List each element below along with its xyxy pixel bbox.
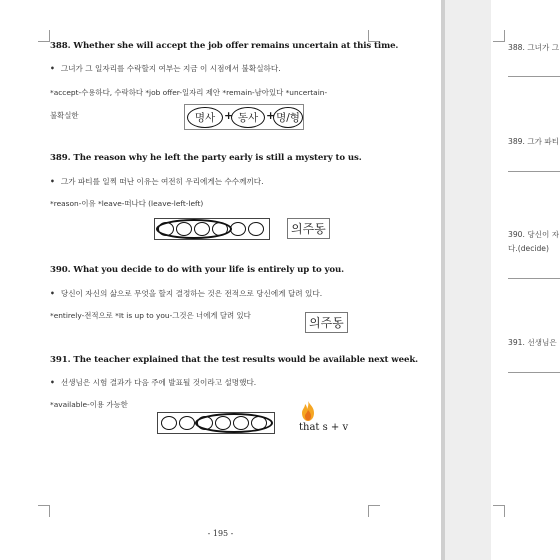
parts-of-speech-box <box>184 104 304 130</box>
right-item-389: 389. 그가 파티 <box>508 137 560 146</box>
question-389-vocab: *reason-이유 *leave-떠나다 (leave-left-left) <box>50 199 204 208</box>
answer-line <box>508 171 560 172</box>
right-item-391: 391. 선생님은 <box>508 338 557 347</box>
plus-icon: + <box>224 109 234 122</box>
question-388-vocab-cont: 불확실한 <box>50 111 79 120</box>
pos-verb: 동사 <box>231 107 265 128</box>
oval-icon <box>179 416 195 430</box>
crop-mark <box>38 505 50 517</box>
right-page <box>491 0 560 560</box>
pos-noun: 명사 <box>187 107 223 128</box>
crop-mark <box>38 30 50 42</box>
structure-note: that s + v <box>299 422 349 433</box>
oval-icon <box>248 222 264 236</box>
bullet-icon: • <box>50 177 55 186</box>
translation-text: 그녀가 그 일자리를 수락할지 여부는 지금 이 시점에서 불확실하다. <box>60 64 281 73</box>
answer-line <box>508 278 560 279</box>
answer-line <box>508 76 560 77</box>
pos-noun-adj: 명/형 <box>273 107 303 128</box>
bullet-icon: • <box>50 64 55 73</box>
question-390-title: 390. What you decide to do with your life is entirely up to you. <box>50 265 345 275</box>
plus-icon: + <box>266 109 276 122</box>
object-clause-oval <box>195 413 273 433</box>
oval-icon <box>161 416 177 430</box>
page-number: - 195 - <box>207 529 234 538</box>
question-388-title: 388. Whether she will accept the job offer remains uncertain at this time. <box>50 41 399 51</box>
page-gutter <box>441 0 491 560</box>
translation-text: 그가 파티를 일찍 떠난 이유는 여전히 우리에게는 수수께끼다. <box>60 177 264 186</box>
question-391-translation <box>50 377 256 388</box>
right-item-390-cont: 다.(decide) <box>508 244 549 253</box>
oval-icon <box>230 222 246 236</box>
question-390-translation <box>50 288 322 299</box>
translation-text: 선생님은 시험 결과가 다음 주에 발표될 것이라고 설명했다. <box>60 378 257 387</box>
question-391-vocab: *available-이용 가능한 <box>50 400 128 409</box>
translation-text: 당신이 자신의 삶으로 무엇을 할지 결정하는 것은 전적으로 당신에게 달려 있다. <box>60 289 323 298</box>
right-item-388: 388. 그녀가 그 <box>508 43 560 52</box>
question-390-vocab: *entirely-전적으로 *It is up to you-그것은 너에게 달려 있다 <box>50 311 251 320</box>
fire-icon <box>301 401 315 421</box>
bullet-icon: • <box>50 289 55 298</box>
tag-box: 의주동 <box>287 218 330 239</box>
question-391-title: 391. The teacher explained that the test results would be available next week. <box>50 355 419 365</box>
right-item-390: 390. 당신이 자 <box>508 230 560 239</box>
crop-mark <box>368 505 380 517</box>
question-389-translation <box>50 176 264 187</box>
tag-box: 의주동 <box>305 312 348 333</box>
answer-line <box>508 372 560 373</box>
question-389-title: 389. The reason why he left the party early is still a mystery to us. <box>50 153 362 163</box>
bullet-icon: • <box>50 378 55 387</box>
crop-mark <box>493 30 505 42</box>
crop-mark <box>493 505 505 517</box>
question-388-vocab: *accept-수용하다, 수락하다 *job offer-일자리 제안 *remain-남아있다 *uncertain- <box>50 88 328 97</box>
subject-clause-oval <box>156 219 232 239</box>
question-388-translation <box>50 63 281 74</box>
